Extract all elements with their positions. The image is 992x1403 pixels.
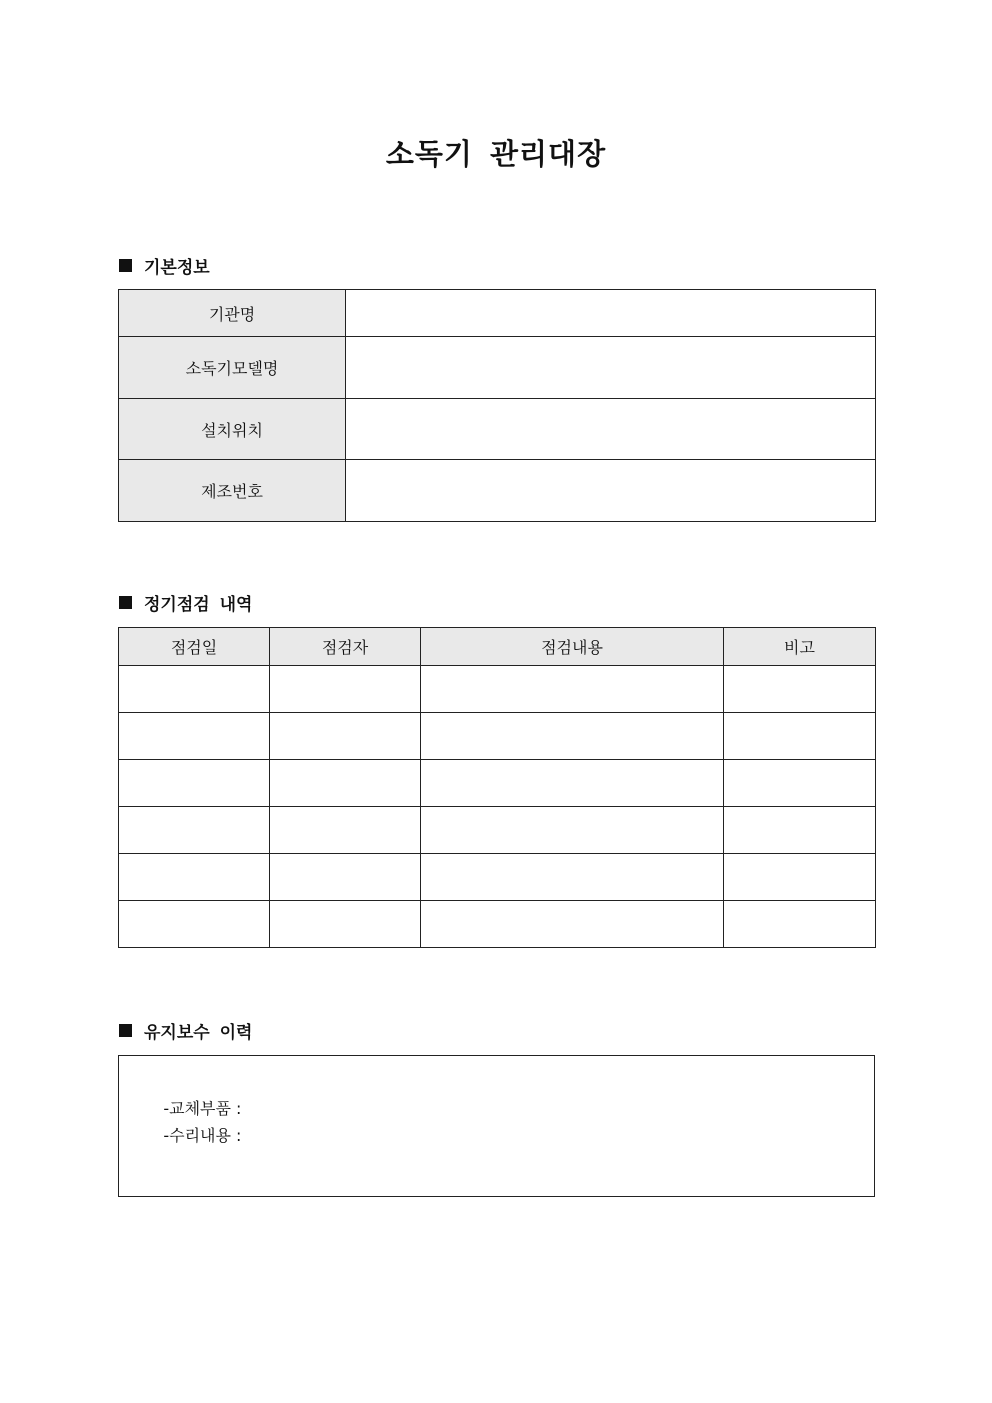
inspection-table [118, 627, 876, 948]
inspector-cell[interactable] [270, 760, 421, 807]
table-row [119, 713, 876, 760]
inspection-date-cell[interactable] [119, 901, 270, 948]
column-header-inspection-details: 점검내용 [421, 628, 724, 666]
section-heading-inspection [119, 590, 252, 615]
sterilizer-model-label: 소독기모델명 [119, 337, 346, 399]
column-header-remarks: 비고 [724, 628, 876, 666]
institution-name-field[interactable] [346, 290, 876, 337]
inspector-cell[interactable] [270, 807, 421, 854]
inspector-cell[interactable] [270, 666, 421, 713]
black-square-bullet-icon [119, 259, 132, 272]
table-row [119, 337, 876, 399]
table-row [119, 666, 876, 713]
black-square-bullet-icon [119, 1024, 132, 1037]
inspection-details-cell[interactable] [421, 666, 724, 713]
inspection-details-cell[interactable] [421, 760, 724, 807]
maintenance-history-box[interactable] [118, 1055, 875, 1197]
remarks-cell[interactable] [724, 760, 876, 807]
install-location-field[interactable] [346, 399, 876, 460]
remarks-cell[interactable] [724, 854, 876, 901]
install-location-label: 설치위치 [119, 399, 346, 460]
document-title: 소독기 관리대장 [385, 137, 607, 171]
table-row [119, 901, 876, 948]
table-row [119, 854, 876, 901]
column-header-inspector: 점검자 [270, 628, 421, 666]
sterilizer-model-field[interactable] [346, 337, 876, 399]
serial-number-field[interactable] [346, 460, 876, 522]
serial-number-label: 제조번호 [119, 460, 346, 522]
inspection-date-cell[interactable] [119, 666, 270, 713]
section-heading-label: 유지보수 이력 [144, 1023, 253, 1043]
inspection-details-cell[interactable] [421, 901, 724, 948]
replaced-parts-label: -교체부품 : [163, 1099, 242, 1118]
remarks-cell[interactable] [724, 807, 876, 854]
remarks-cell[interactable] [724, 901, 876, 948]
section-heading-basic-info [119, 253, 210, 278]
institution-name-label: 기관명 [119, 290, 346, 337]
section-heading-label: 정기점검 내역 [144, 595, 253, 615]
section-heading-label: 기본정보 [144, 258, 210, 278]
inspector-cell[interactable] [270, 713, 421, 760]
table-row [119, 399, 876, 460]
column-header-inspection-date: 점검일 [119, 628, 270, 666]
inspector-cell[interactable] [270, 901, 421, 948]
table-row [119, 290, 876, 337]
inspector-cell[interactable] [270, 854, 421, 901]
black-square-bullet-icon [119, 596, 132, 609]
inspection-date-cell[interactable] [119, 807, 270, 854]
inspection-date-cell[interactable] [119, 854, 270, 901]
table-row [119, 807, 876, 854]
table-row [119, 460, 876, 522]
inspection-details-cell[interactable] [421, 854, 724, 901]
basic-info-table [118, 289, 876, 522]
table-row [119, 760, 876, 807]
inspection-details-cell[interactable] [421, 713, 724, 760]
inspection-details-cell[interactable] [421, 807, 724, 854]
table-header-row [119, 628, 876, 666]
inspection-date-cell[interactable] [119, 760, 270, 807]
repair-details-line [143, 1104, 241, 1184]
remarks-cell[interactable] [724, 713, 876, 760]
repair-details-label: -수리내용 : [163, 1126, 242, 1145]
remarks-cell[interactable] [724, 666, 876, 713]
section-heading-maintenance [119, 1018, 252, 1043]
inspection-date-cell[interactable] [119, 713, 270, 760]
